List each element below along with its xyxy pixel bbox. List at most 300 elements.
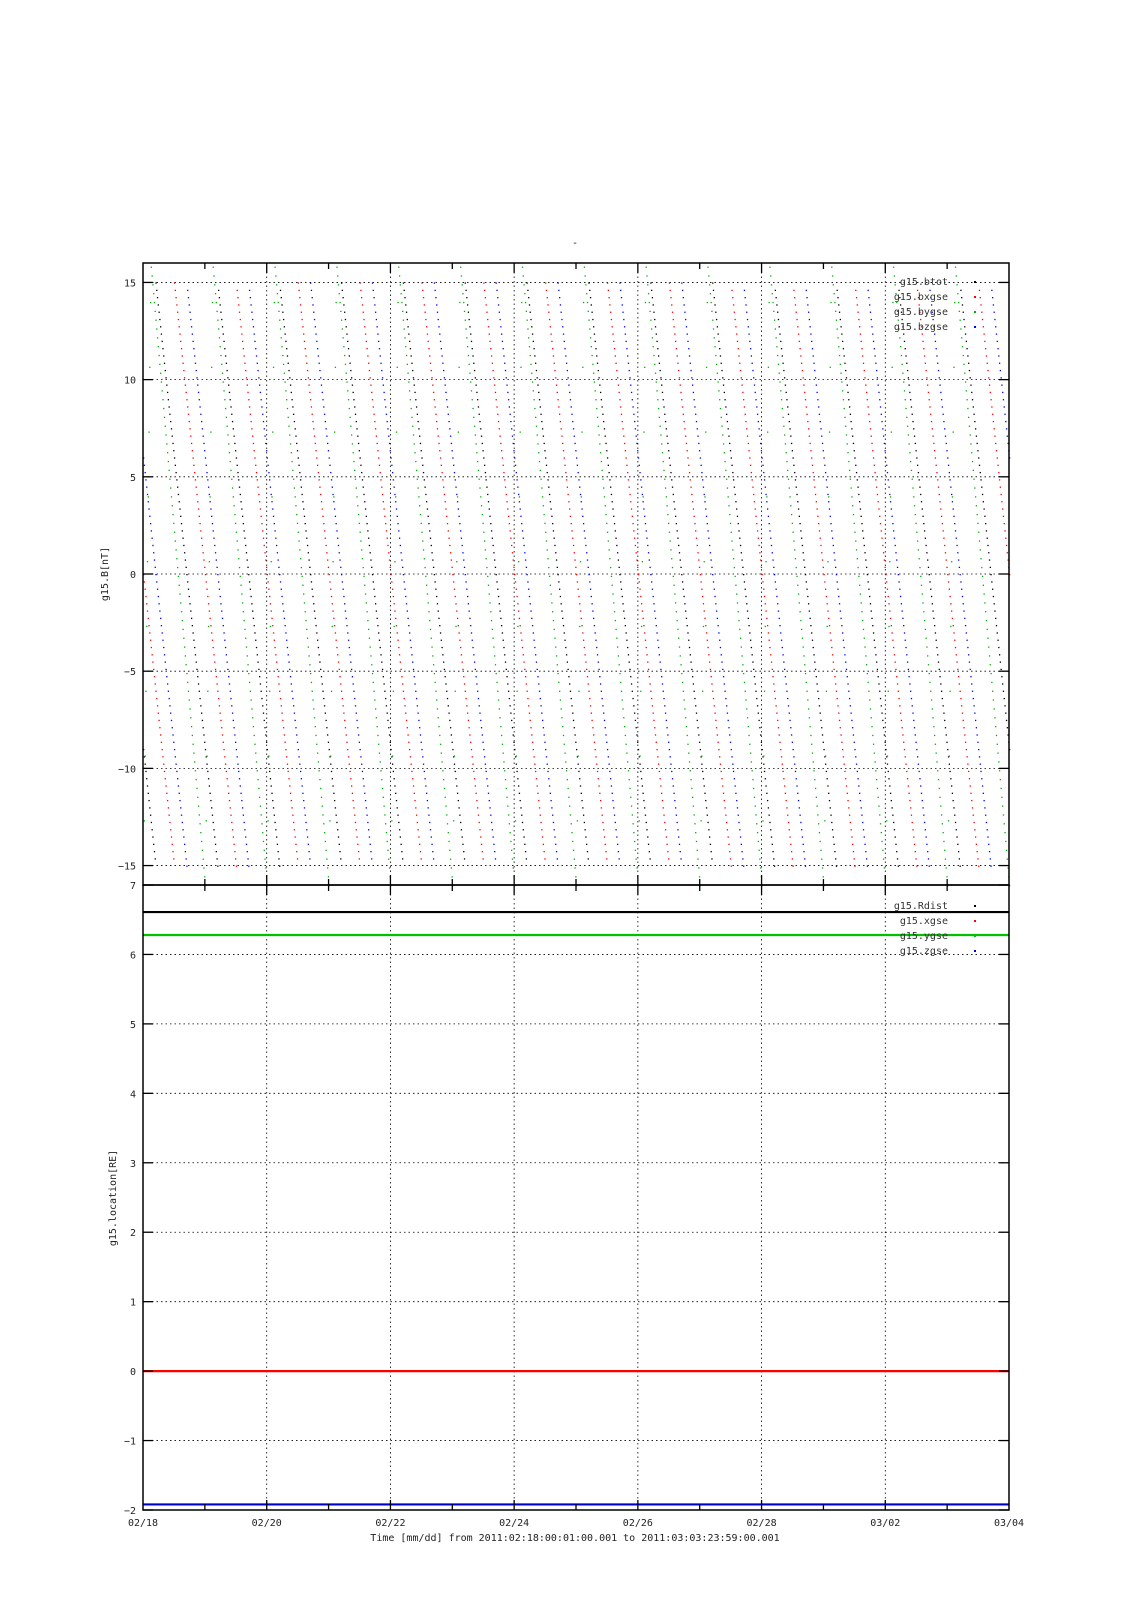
data-point [878, 676, 879, 677]
data-point [720, 408, 721, 409]
data-point [948, 820, 949, 821]
data-point [638, 749, 639, 750]
data-point [209, 785, 210, 786]
data-point [716, 364, 717, 365]
data-point [932, 436, 933, 437]
data-point [861, 815, 862, 816]
data-point [570, 516, 571, 517]
data-point [247, 559, 248, 560]
data-point [887, 755, 888, 756]
data-point [209, 496, 210, 497]
data-point [709, 661, 710, 662]
data-point [985, 523, 986, 524]
data-point [388, 727, 389, 728]
data-point [283, 727, 284, 728]
data-point [216, 676, 217, 677]
data-point [296, 734, 297, 735]
data-point [372, 574, 373, 575]
data-point [262, 414, 263, 415]
data-point [696, 421, 697, 422]
data-point [941, 814, 942, 815]
data-point [220, 304, 221, 305]
data-point [325, 428, 326, 429]
data-point [444, 788, 445, 789]
data-point [997, 457, 998, 458]
data-point [447, 698, 448, 699]
data-point [218, 698, 219, 699]
data-point [963, 364, 964, 365]
data-point [926, 377, 927, 378]
data-point [995, 326, 996, 327]
data-point [325, 538, 326, 539]
data-point [605, 727, 606, 728]
data-point [160, 734, 161, 735]
data-point [551, 602, 552, 603]
data-point [607, 532, 608, 533]
data-point [534, 764, 535, 765]
data-point [714, 596, 715, 597]
location-grid [143, 885, 1009, 1510]
data-point [551, 341, 552, 342]
data-point [588, 691, 589, 692]
data-point [308, 552, 309, 553]
data-point [578, 755, 579, 756]
data-point [209, 618, 210, 619]
data-point [983, 326, 984, 327]
data-point [648, 669, 649, 670]
data-point [653, 312, 654, 313]
data-point [414, 384, 415, 385]
data-point [905, 756, 906, 757]
data-point [867, 673, 868, 674]
data-point [847, 384, 848, 385]
data-point [729, 514, 730, 515]
data-point [555, 377, 556, 378]
data-point [533, 348, 534, 349]
data-point [953, 516, 954, 517]
data-point [495, 392, 496, 393]
data-point [840, 610, 841, 611]
data-point [768, 367, 769, 368]
data-point [687, 457, 688, 458]
data-point [221, 610, 222, 611]
data-point [993, 421, 994, 422]
data-point [321, 797, 322, 798]
data-point [278, 302, 279, 303]
data-point [336, 267, 337, 268]
data-point [728, 436, 729, 437]
data-point [775, 581, 776, 582]
x-tick-label: 02/24 [499, 1518, 530, 1529]
data-point [483, 457, 484, 458]
data-point [957, 293, 958, 294]
data-point [398, 822, 399, 823]
data-point [336, 302, 337, 303]
data-point [363, 567, 364, 568]
data-point [782, 647, 783, 648]
data-point [655, 373, 656, 374]
data-point [198, 392, 199, 393]
data-point [794, 549, 795, 550]
data-point [793, 540, 794, 541]
data-point [773, 567, 774, 568]
data-point [158, 596, 159, 597]
data-point [985, 815, 986, 816]
data-point [614, 348, 615, 349]
data-point [324, 832, 325, 833]
data-point [960, 290, 961, 291]
data-point [249, 581, 250, 582]
data-point [539, 691, 540, 692]
location-legend-marker [974, 905, 976, 907]
data-point [258, 669, 259, 670]
data-point [179, 793, 180, 794]
data-point [532, 381, 533, 382]
data-point [615, 538, 616, 539]
data-point [807, 421, 808, 422]
data-point [331, 691, 332, 692]
data-point [260, 683, 261, 684]
data-point [807, 596, 808, 597]
data-point [144, 581, 145, 582]
data-point [581, 496, 582, 497]
data-point [369, 836, 370, 837]
data-point [216, 559, 217, 560]
data-point [582, 807, 583, 808]
data-point [240, 319, 241, 320]
data-point [745, 297, 746, 298]
data-point [968, 363, 969, 364]
data-point [486, 558, 487, 559]
data-point [949, 755, 950, 756]
data-point [233, 505, 234, 506]
data-point [774, 866, 775, 867]
data-point [810, 326, 811, 327]
data-point [816, 805, 817, 806]
data-point [444, 669, 445, 670]
data-point [660, 370, 661, 371]
data-point [624, 618, 625, 619]
data-point [402, 311, 403, 312]
data-point [381, 487, 382, 488]
data-point [254, 744, 255, 745]
data-point [825, 589, 826, 590]
data-point [496, 406, 497, 407]
data-point [173, 450, 174, 451]
data-point [558, 581, 559, 582]
data-point [683, 589, 684, 590]
data-point [358, 443, 359, 444]
data-point [752, 363, 753, 364]
data-point [154, 559, 155, 560]
data-point [701, 755, 702, 756]
data-point [953, 431, 954, 432]
data-point [868, 414, 869, 415]
data-point [309, 858, 310, 859]
data-point [990, 399, 991, 400]
data-point [574, 559, 575, 560]
data-point [903, 625, 904, 626]
data-point [248, 399, 249, 400]
data-point [253, 726, 254, 727]
data-point [822, 867, 823, 868]
data-point [963, 720, 964, 721]
data-point [605, 514, 606, 515]
data-point [571, 414, 572, 415]
data-point [499, 717, 500, 718]
data-point [727, 421, 728, 422]
data-point [964, 373, 965, 374]
data-point [484, 465, 485, 466]
data-point [704, 501, 705, 502]
data-point [155, 320, 156, 321]
data-point [646, 530, 647, 531]
data-point [554, 545, 555, 546]
data-point [631, 508, 632, 509]
data-point [649, 302, 650, 303]
data-point [683, 414, 684, 415]
data-point [451, 443, 452, 444]
data-point [275, 275, 276, 276]
data-point [924, 355, 925, 356]
data-point [295, 428, 296, 429]
data-point [988, 646, 989, 647]
data-point [434, 282, 435, 283]
data-point [230, 691, 231, 692]
data-point [805, 399, 806, 400]
data-point [418, 720, 419, 721]
data-point [709, 545, 710, 546]
data-point [762, 749, 763, 750]
data-point [566, 363, 567, 364]
data-point [272, 800, 273, 801]
data-point [655, 326, 656, 327]
data-point [419, 505, 420, 506]
data-point [758, 850, 759, 851]
data-point [153, 669, 154, 670]
data-point [355, 479, 356, 480]
data-point [448, 841, 449, 842]
data-point [246, 646, 247, 647]
data-point [362, 771, 363, 772]
data-point [342, 589, 343, 590]
data-point [728, 727, 729, 728]
data-point [201, 712, 202, 713]
data-point [613, 516, 614, 517]
data-point [486, 567, 487, 568]
location-ytick-label: −2 [123, 1506, 136, 1517]
data-point [155, 683, 156, 684]
data-point [854, 450, 855, 451]
data-point [384, 516, 385, 517]
data-point [852, 436, 853, 437]
data-point [632, 823, 633, 824]
data-point [973, 705, 974, 706]
data-point [851, 496, 852, 497]
data-point [943, 705, 944, 706]
data-point [711, 567, 712, 568]
data-point [287, 355, 288, 356]
data-point [878, 392, 879, 393]
data-point [220, 596, 221, 597]
data-point [777, 720, 778, 721]
data-point [700, 581, 701, 582]
data-point [775, 705, 776, 706]
data-point [267, 457, 268, 458]
data-point [672, 487, 673, 488]
data-point [509, 698, 510, 699]
data-point [341, 282, 342, 283]
data-point [416, 698, 417, 699]
data-point [403, 574, 404, 575]
data-point [991, 682, 992, 683]
data-point [864, 377, 865, 378]
data-point [815, 669, 816, 670]
data-point [346, 381, 347, 382]
data-point [602, 815, 603, 816]
data-point [571, 705, 572, 706]
data-point [970, 669, 971, 670]
data-point [761, 742, 762, 743]
data-point [694, 691, 695, 692]
data-point [866, 392, 867, 393]
data-point [306, 829, 307, 830]
data-point [468, 603, 469, 604]
data-point [605, 436, 606, 437]
data-point [772, 851, 773, 852]
data-point [629, 779, 630, 780]
data-point [629, 487, 630, 488]
data-point [883, 552, 884, 553]
data-point [619, 664, 620, 665]
data-point [888, 691, 889, 692]
data-point [592, 727, 593, 728]
data-point [606, 450, 607, 451]
data-point [432, 384, 433, 385]
data-point [228, 384, 229, 385]
data-point [754, 501, 755, 502]
data-point [553, 620, 554, 621]
data-point [813, 363, 814, 364]
data-point [350, 426, 351, 427]
data-point [697, 428, 698, 429]
data-point [210, 800, 211, 801]
data-point [675, 807, 676, 808]
data-point [448, 705, 449, 706]
data-point [656, 625, 657, 626]
data-point [338, 836, 339, 837]
data-point [159, 610, 160, 611]
data-point [772, 676, 773, 677]
data-point [147, 561, 148, 562]
data-point [752, 479, 753, 480]
data-point [919, 304, 920, 305]
data-point [550, 585, 551, 586]
data-point [779, 326, 780, 327]
data-point [242, 807, 243, 808]
data-point [276, 545, 277, 546]
data-point [586, 844, 587, 845]
data-point [966, 632, 967, 633]
data-point [758, 538, 759, 539]
data-point [716, 610, 717, 611]
data-point [244, 538, 245, 539]
data-point [581, 431, 582, 432]
data-point [286, 348, 287, 349]
data-point [515, 820, 516, 821]
data-point [356, 829, 357, 830]
data-point [778, 727, 779, 728]
data-point [677, 822, 678, 823]
data-point [774, 691, 775, 692]
data-point [900, 712, 901, 713]
b-field-legend-label: g15.btot [899, 277, 948, 288]
data-point [281, 705, 282, 706]
data-point [267, 820, 268, 821]
data-point [652, 705, 653, 706]
location-legend [894, 901, 976, 957]
data-point [598, 669, 599, 670]
data-point [705, 431, 706, 432]
data-point [217, 866, 218, 867]
data-point [215, 669, 216, 670]
data-point [202, 850, 203, 851]
data-point [728, 505, 729, 506]
data-point [394, 561, 395, 562]
data-point [175, 756, 176, 757]
data-point [189, 708, 190, 709]
data-point [407, 319, 408, 320]
data-point [302, 793, 303, 794]
data-point [923, 523, 924, 524]
data-point [327, 559, 328, 560]
data-point [231, 414, 232, 415]
data-point [531, 734, 532, 735]
data-point [938, 370, 939, 371]
data-point [201, 538, 202, 539]
data-point [196, 370, 197, 371]
data-point [724, 452, 725, 453]
data-point [518, 494, 519, 495]
data-point [523, 654, 524, 655]
data-point [301, 567, 302, 568]
data-point [168, 807, 169, 808]
data-point [807, 699, 808, 700]
data-point [445, 501, 446, 502]
data-point [671, 771, 672, 772]
data-point [810, 735, 811, 736]
data-point [420, 851, 421, 852]
data-point [530, 603, 531, 604]
data-point [654, 727, 655, 728]
data-point [439, 450, 440, 451]
data-point [312, 421, 313, 422]
data-point [799, 815, 800, 816]
data-point [881, 712, 882, 713]
data-point [795, 479, 796, 480]
data-point [608, 297, 609, 298]
data-point [946, 443, 947, 444]
data-point [993, 699, 994, 700]
data-point [169, 414, 170, 415]
data-point [551, 516, 552, 517]
data-point [534, 355, 535, 356]
data-point [696, 712, 697, 713]
data-point [985, 348, 986, 349]
data-point [878, 683, 879, 684]
data-point [524, 552, 525, 553]
data-point [673, 326, 674, 327]
